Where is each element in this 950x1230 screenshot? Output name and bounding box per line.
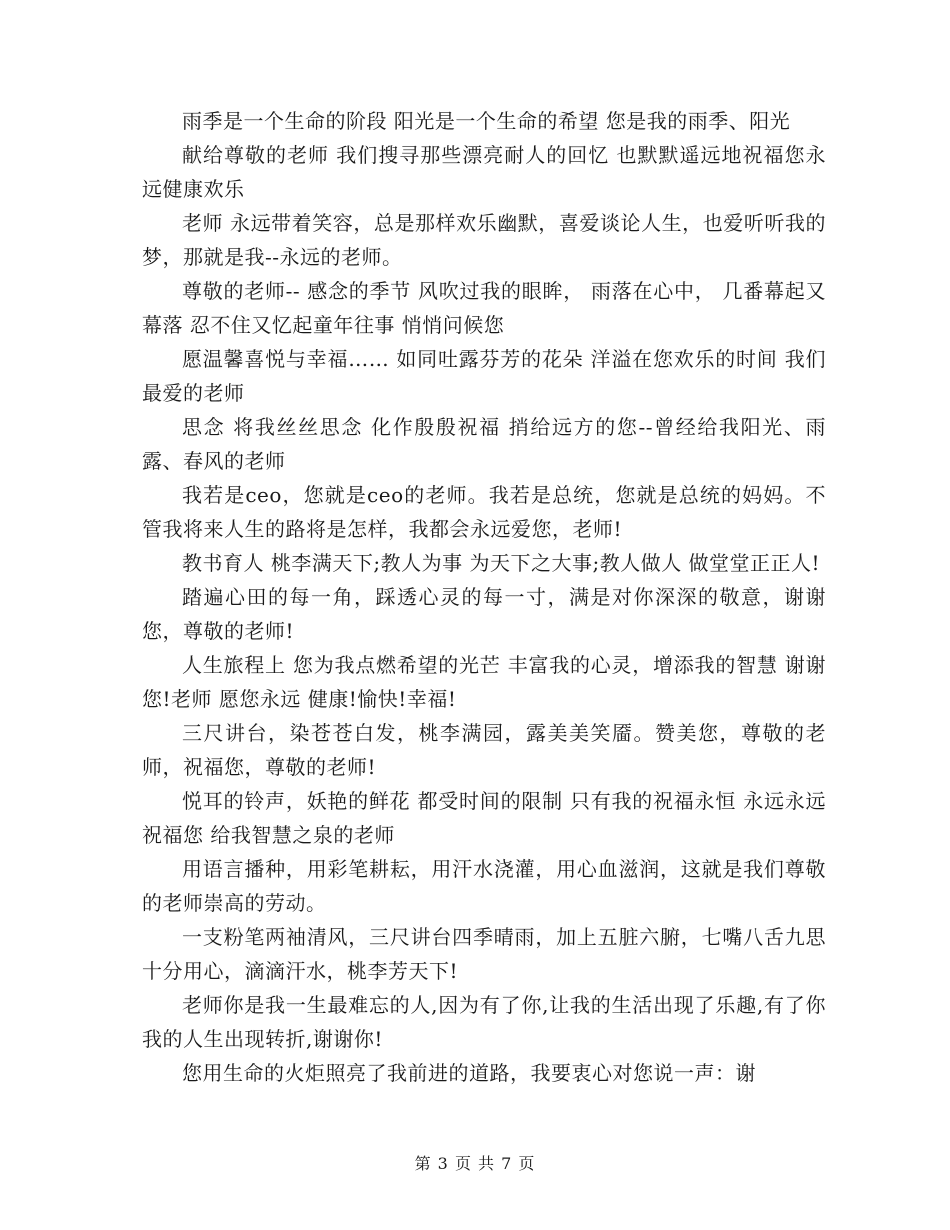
paragraph: 尊敬的老师-- 感念的季节 风吹过我的眼眸， 雨落在心中， 几番幕起又幕落 忍不住又忆起童年往事 悄悄问候您 [142, 279, 826, 337]
paragraph: 老师 永远带着笑容，总是那样欢乐幽默，喜爱谈论人生，也爱听听我的梦，那就是我--永远的老师。 [142, 211, 826, 269]
paragraph: 教书育人 桃李满天下;教人为事 为天下之大事;教人做人 做堂堂正正人! [182, 551, 821, 575]
page-number-footer: 第 3 页 共 7 页 [414, 1154, 536, 1173]
paragraph: 思念 将我丝丝思念 化作殷殷祝福 捎给远方的您--曾经给我阳光、雨露、春风的老师 [142, 415, 826, 473]
paragraph: 一支粉笔两袖清风，三尺讲台四季晴雨，加上五脏六腑，七嘴八舌九思十分用心，滴滴汗水，桃李芳天下! [142, 925, 826, 983]
paragraph: 人生旅程上 您为我点燃希望的光芒 丰富我的心灵，增添我的智慧 谢谢您!老师 愿您永远 健康!愉快!幸福! [142, 653, 826, 711]
paragraph: 用语言播种，用彩笔耕耘，用汗水浇灌，用心血滋润，这就是我们尊敬的老师崇高的劳动。 [142, 857, 826, 915]
paragraph: 悦耳的铃声，妖艳的鲜花 都受时间的限制 只有我的祝福永恒 永远永远祝福您 给我智慧之泉的老师 [142, 789, 826, 847]
paragraph: 老师你是我一生最难忘的人,因为有了你,让我的生活出现了乐趣,有了你我的人生出现转折,谢谢你! [142, 993, 826, 1051]
document-body [142, 104, 826, 1090]
paragraph: 雨季是一个生命的阶段 阳光是一个生命的希望 您是我的雨季、阳光 [182, 109, 791, 133]
paragraph: 我若是ceo，您就是ceo的老师。我若是总统，您就是总统的妈妈。不管我将来人生的路将是怎样，我都会永远爱您，老师! [142, 483, 826, 541]
paragraph: 献给尊敬的老师 我们搜寻那些漂亮耐人的回忆 也默默遥远地祝福您永远健康欢乐 [142, 143, 826, 201]
paragraph: 愿温馨喜悦与幸福…… 如同吐露芬芳的花朵 洋溢在您欢乐的时间 我们最爱的老师 [142, 347, 826, 405]
paragraph: 踏遍心田的每一角，踩透心灵的每一寸，满是对你深深的敬意，谢谢您，尊敬的老师! [142, 585, 826, 643]
paragraph: 您用生命的火炬照亮了我前进的道路，我要衷心对您说一声：谢 [182, 1061, 756, 1085]
paragraph: 三尺讲台，染苍苍白发，桃李满园，露美美笑靥。赞美您，尊敬的老师，祝福您，尊敬的老师! [142, 721, 826, 779]
